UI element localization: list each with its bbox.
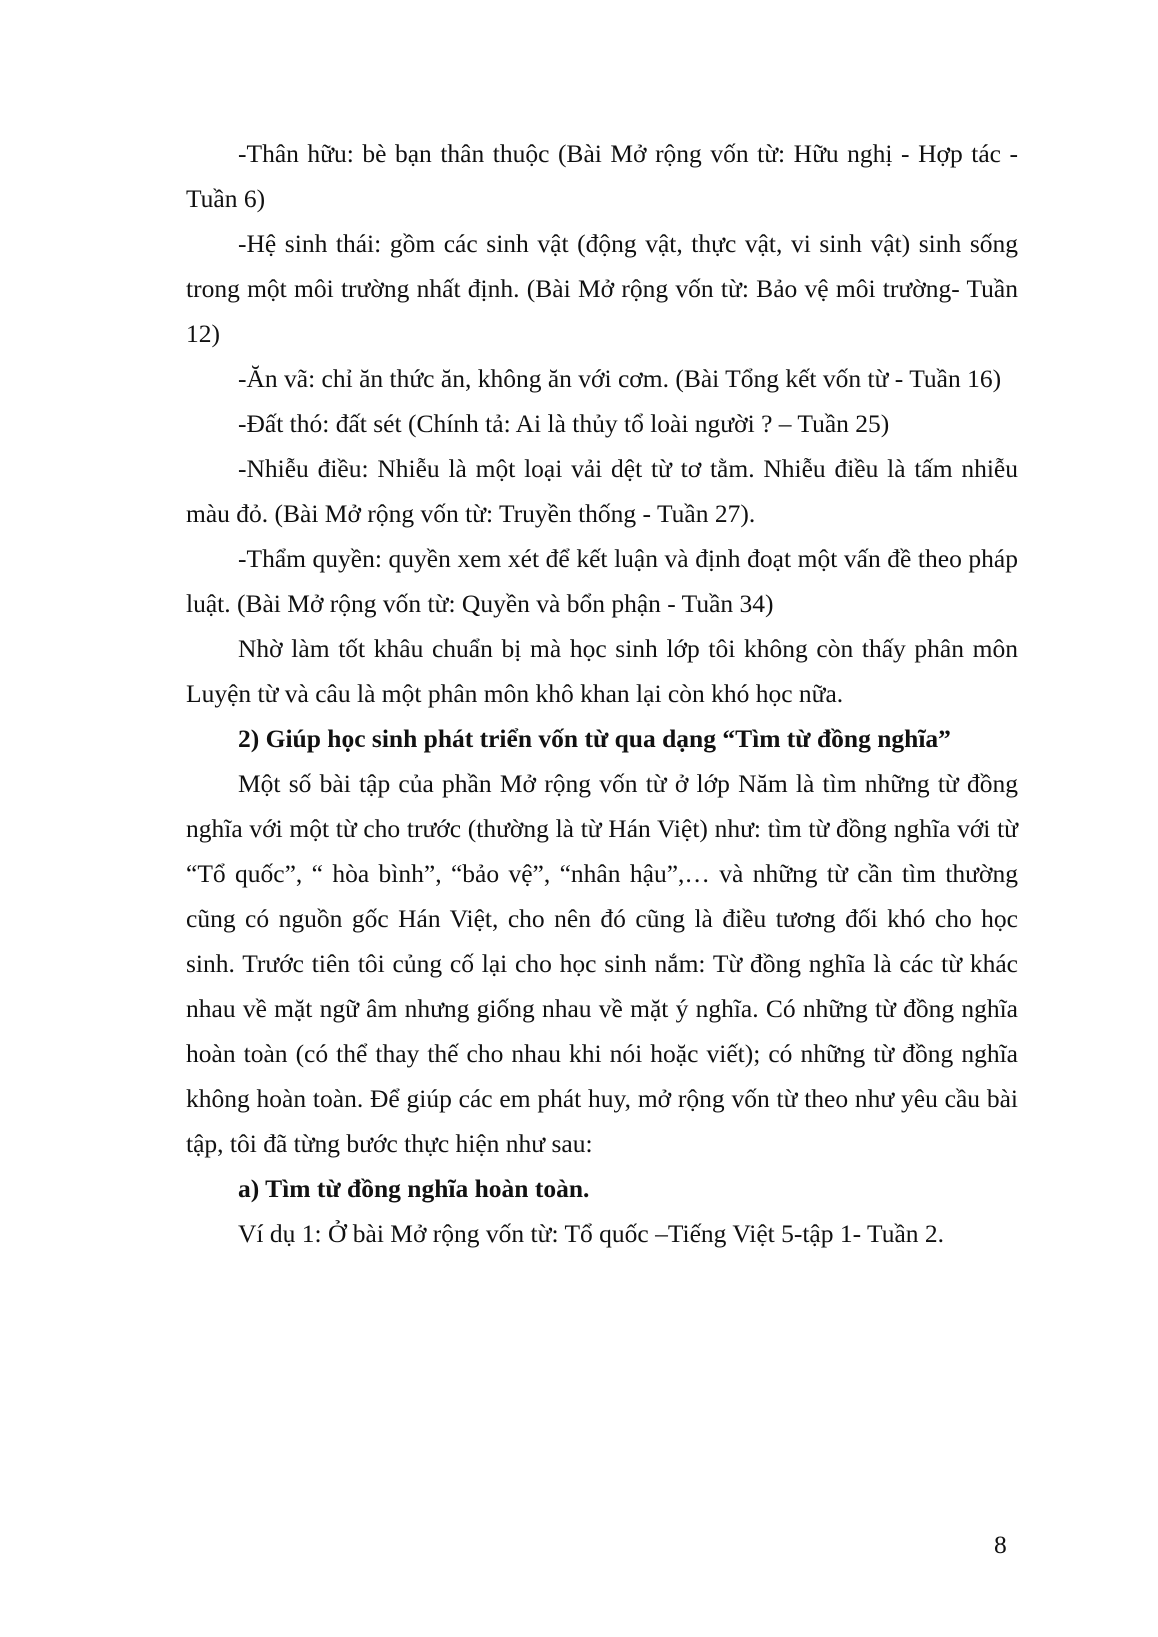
paragraph-an-va: -Ăn vã: chỉ ăn thức ăn, không ăn với cơm. (Bài Tổng kết vốn từ - Tuần 16) [238, 364, 1002, 393]
section-heading-2: 2) Giúp học sinh phát triển vốn từ qua dạng “Tìm từ đồng nghĩa” [238, 724, 951, 753]
paragraph-he-sinh-thai: -Hệ sinh thái: gồm các sinh vật (động vật, thực vật, vi sinh vật) sinh sống trong một môi trường nhất định. (Bài Mở rộng vốn từ: Bảo vệ môi trường- Tuần 12) [186, 229, 1018, 348]
page-number: 8 [994, 1530, 1007, 1559]
paragraph-conclusion: Nhờ làm tốt khâu chuẩn bị mà học sinh lớp tôi không còn thấy phân môn Luyện từ và câu là một phân môn khô khan lại còn khó học nữa. [186, 634, 1018, 708]
paragraph-dat-tho: -Đất thó: đất sét (Chính tả: Ai là thủy tổ loài người ? – Tuần 25) [238, 409, 890, 438]
paragraph-tham-quyen: -Thẩm quyền: quyền xem xét để kết luận và định đoạt một vấn đề theo pháp luật. (Bài Mở rộng vốn từ: Quyền và bổn phận - Tuần 34) [186, 544, 1018, 618]
document-page [186, 131, 1018, 1256]
paragraph-than-huu: -Thân hữu: bè bạn thân thuộc (Bài Mở rộng vốn từ: Hữu nghị - Hợp tác - Tuần 6) [186, 139, 1018, 213]
paragraph-nhieu-dieu: -Nhiễu điều: Nhiễu là một loại vải dệt từ tơ tằm. Nhiễu điều là tấm nhiễu màu đỏ. (Bài Mở rộng vốn từ: Truyền thống - Tuần 27). [186, 454, 1018, 528]
paragraph-section-2-body: Một số bài tập của phần Mở rộng vốn từ ở lớp Năm là tìm những từ đồng nghĩa với một từ cho trước (thường là từ Hán Việt) như: tìm từ đồng nghĩa với từ “Tổ quốc”, “ hòa bình”, “bảo vệ”, “nhân hậu”,… và những từ cần tìm thường cũng có nguồn gốc Hán Việt, cho nên đó cũng là điều tương đối khó cho học sinh. Trước tiên tôi củng cố lại cho học sinh nắm: Từ đồng nghĩa là các từ khác nhau về mặt ngữ âm nhưng giống nhau về mặt ý nghĩa. Có những từ đồng nghĩa hoàn toàn (có thể thay thế cho nhau khi nói hoặc viết); có những từ đồng nghĩa không hoàn toàn. Để giúp các em phát huy, mở rộng vốn từ theo như yêu cầu bài tập, tôi đã từng bước thực hiện như sau: [186, 769, 1018, 1158]
paragraph-example-1: Ví dụ 1: Ở bài Mở rộng vốn từ: Tổ quốc –Tiếng Việt 5-tập 1- Tuần 2. [238, 1219, 945, 1248]
subsection-heading-a: a) Tìm từ đồng nghĩa hoàn toàn. [238, 1174, 590, 1203]
